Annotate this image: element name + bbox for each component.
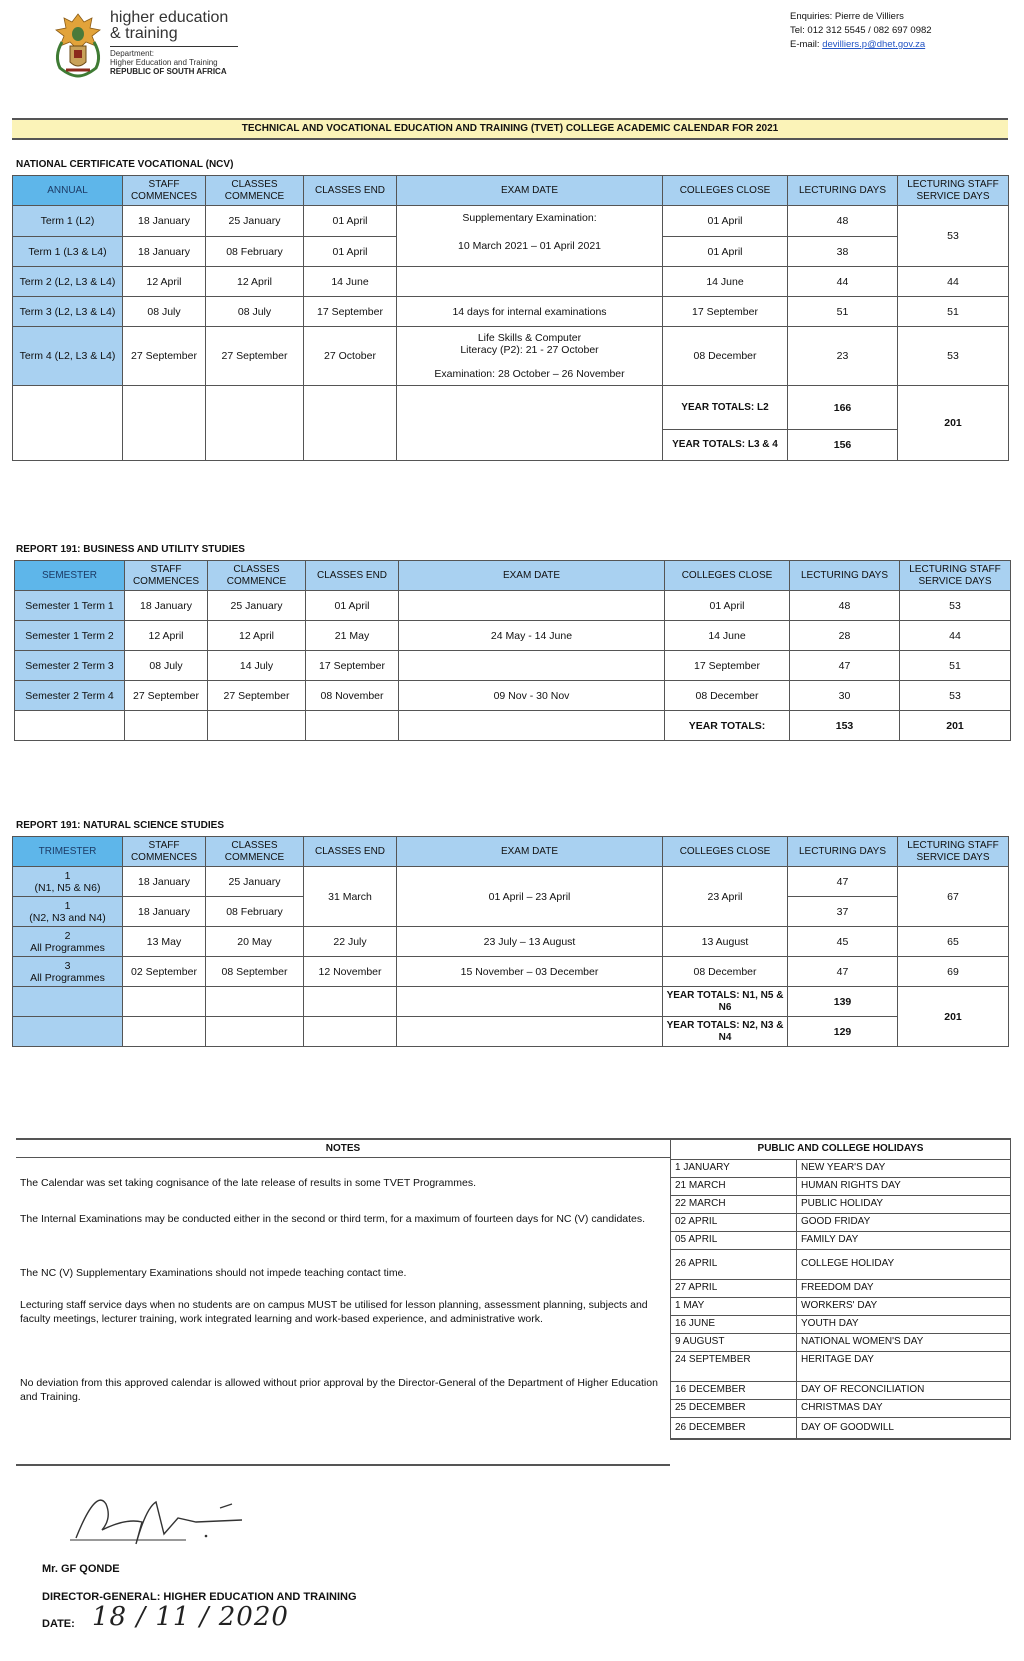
holidays-heading: PUBLIC AND COLLEGE HOLIDAYS: [671, 1139, 1011, 1159]
holiday-name: FAMILY DAY: [797, 1231, 1011, 1249]
ncv-header-lecturing-days: LECTURING DAYS: [788, 176, 898, 206]
trimester-programmes: All Programmes: [30, 941, 105, 954]
ncv-header-colleges-close: COLLEGES CLOSE: [663, 176, 788, 206]
classes-end-cell: 12 November: [304, 957, 397, 987]
classes-end-cell: 01 April: [304, 237, 397, 267]
staff-commences-cell: 18 January: [123, 237, 206, 267]
holiday-date: 22 MARCH: [671, 1195, 797, 1213]
empty-cell: [125, 711, 208, 741]
ncv-header-classes-end: CLASSES END: [304, 176, 397, 206]
business-header-semester: SEMESTER: [15, 561, 125, 591]
empty-cell: [208, 711, 306, 741]
natural-header-staff: STAFF COMMENCES: [123, 837, 206, 867]
year-totals-value: 156: [788, 430, 898, 461]
ncv-table: [12, 175, 1009, 461]
department-branding: [110, 10, 238, 76]
classes-commence-cell: 08 September: [206, 957, 304, 987]
colleges-close-cell: 17 September: [665, 651, 790, 681]
classes-commence-cell: 25 January: [206, 867, 304, 897]
service-days-cell: 67: [898, 867, 1009, 927]
table-row: [13, 386, 1009, 430]
table-row: [13, 327, 1009, 386]
classes-commence-cell: 27 September: [206, 327, 304, 386]
holiday-date: 26 DECEMBER: [671, 1417, 797, 1439]
empty-cell: [304, 987, 397, 1017]
note-item: No deviation from this approved calendar is allowed without prior approval by the Director-General of the Department of Higher Education and Training.: [20, 1377, 658, 1403]
holiday-row: [671, 1177, 1011, 1195]
exam-date-cell: 23 July – 13 August: [397, 927, 663, 957]
holiday-name: HERITAGE DAY: [797, 1351, 1011, 1381]
classes-commence-cell: 08 February: [206, 237, 304, 267]
holiday-date: 16 JUNE: [671, 1315, 797, 1333]
colleges-close-cell: 01 April: [663, 206, 788, 237]
row-label: [13, 897, 123, 927]
business-header-lecturing-days: LECTURING DAYS: [790, 561, 900, 591]
signatory-name: Mr. GF QONDE: [42, 1563, 120, 1575]
row-label: Term 4 (L2, L3 & L4): [13, 327, 123, 386]
holiday-name: DAY OF GOODWILL: [797, 1417, 1011, 1439]
year-totals-label: YEAR TOTALS: N2, N3 & N4: [663, 1017, 788, 1047]
exam-date-cell: [397, 206, 663, 267]
holiday-row: [671, 1315, 1011, 1333]
year-totals-label: YEAR TOTALS: N1, N5 & N6: [663, 987, 788, 1017]
holiday-date: 1 JANUARY: [671, 1159, 797, 1177]
natural-header-trimester: TRIMESTER: [13, 837, 123, 867]
classes-commence-cell: 25 January: [208, 591, 306, 621]
staff-commences-cell: 18 January: [123, 206, 206, 237]
empty-cell: [123, 386, 206, 461]
note-item: The Internal Examinations may be conducted either in the second or third term, for a maximum of fourteen days for NC (V) candidates.: [20, 1213, 646, 1225]
ncv-section-title: NATIONAL CERTIFICATE VOCATIONAL (NCV): [16, 159, 234, 170]
service-days-cell: 65: [898, 927, 1009, 957]
holiday-row: [671, 1417, 1011, 1439]
ncv-header-exam-date: EXAM DATE: [397, 176, 663, 206]
holiday-name: HUMAN RIGHTS DAY: [797, 1177, 1011, 1195]
ncv-header-staff: STAFF COMMENCES: [123, 176, 206, 206]
enquiries-block: [790, 10, 932, 52]
exam-line: Supplementary Examination:: [462, 212, 597, 224]
natural-header-colleges-close: COLLEGES CLOSE: [663, 837, 788, 867]
year-totals-value: 153: [790, 711, 900, 741]
classes-commence-cell: 14 July: [208, 651, 306, 681]
empty-cell: [304, 1017, 397, 1047]
staff-commences-cell: 13 May: [123, 927, 206, 957]
business-header-colleges-close: COLLEGES CLOSE: [665, 561, 790, 591]
colleges-close-cell: 13 August: [663, 927, 788, 957]
empty-cell: [15, 711, 125, 741]
empty-cell: [397, 386, 663, 461]
lecturing-days-cell: 30: [790, 681, 900, 711]
exam-line: Life Skills & Computer Literacy (P2): 21 - 27 October: [460, 332, 599, 356]
trimester-number: 1: [64, 869, 71, 882]
natural-header-service-days: LECTURING STAFF SERVICE DAYS: [898, 837, 1009, 867]
holidays-table: [670, 1138, 1011, 1440]
email-label: E-mail:: [790, 39, 823, 50]
notes-panel: [16, 1138, 670, 1466]
classes-end-cell: 01 April: [304, 206, 397, 237]
lecturing-days-cell: 47: [790, 651, 900, 681]
holiday-row: [671, 1213, 1011, 1231]
dept-name: Higher Education and Training: [110, 58, 218, 67]
empty-cell: [399, 711, 665, 741]
colleges-close-cell: 23 April: [663, 867, 788, 927]
classes-end-cell: 14 June: [304, 267, 397, 297]
service-days-cell: 53: [900, 591, 1011, 621]
staff-commences-cell: 08 July: [123, 297, 206, 327]
classes-end-cell: 27 October: [304, 327, 397, 386]
classes-commence-cell: 25 January: [206, 206, 304, 237]
holiday-name: GOOD FRIDAY: [797, 1213, 1011, 1231]
holiday-date: 9 AUGUST: [671, 1333, 797, 1351]
business-header-staff: STAFF COMMENCES: [125, 561, 208, 591]
email-link[interactable]: devilliers.p@dhet.gov.za: [822, 39, 926, 50]
holiday-name: WORKERS' DAY: [797, 1297, 1011, 1315]
empty-cell: [397, 1017, 663, 1047]
empty-cell: [304, 386, 397, 461]
brand-divider: [110, 46, 238, 47]
table-row: [13, 987, 1009, 1017]
table-row: [15, 621, 1011, 651]
exam-line: 10 March 2021 – 01 April 2021: [457, 240, 602, 252]
year-totals-value: 166: [788, 386, 898, 430]
natural-header-exam-date: EXAM DATE: [397, 837, 663, 867]
service-days-cell: 51: [898, 297, 1009, 327]
staff-commences-cell: 27 September: [123, 327, 206, 386]
handwritten-date: 18 / 11 / 2020: [92, 1602, 289, 1632]
holiday-row: [671, 1159, 1011, 1177]
year-totals-label: YEAR TOTALS: L3 & 4: [663, 430, 788, 461]
classes-commence-cell: 12 April: [208, 621, 306, 651]
exam-date-cell: [399, 591, 665, 621]
business-table: [14, 560, 1011, 741]
empty-cell: [13, 386, 123, 461]
empty-cell: [206, 1017, 304, 1047]
classes-commence-cell: 12 April: [206, 267, 304, 297]
exam-date-cell: 24 May - 14 June: [399, 621, 665, 651]
holiday-date: 05 APRIL: [671, 1231, 797, 1249]
holiday-name: FREEDOM DAY: [797, 1279, 1011, 1297]
trimester-programmes: (N2, N3 and N4): [29, 911, 106, 924]
lecturing-days-cell: 47: [788, 867, 898, 897]
classes-commence-cell: 08 February: [206, 897, 304, 927]
row-label: Term 2 (L2, L3 & L4): [13, 267, 123, 297]
natural-header-lecturing-days: LECTURING DAYS: [788, 837, 898, 867]
colleges-close-cell: 08 December: [663, 957, 788, 987]
exam-date-cell: 14 days for internal examinations: [397, 297, 663, 327]
service-days-cell: 44: [898, 267, 1009, 297]
lecturing-days-cell: 47: [788, 957, 898, 987]
staff-commences-cell: 18 January: [125, 591, 208, 621]
enquiries-contact: Enquiries: Pierre de Villiers: [790, 11, 904, 22]
natural-header-classes-end: CLASSES END: [304, 837, 397, 867]
enquiries-email-line: [790, 38, 932, 52]
brand-line-2: & training: [110, 25, 178, 42]
row-label: Semester 1 Term 1: [15, 591, 125, 621]
lecturing-days-cell: 37: [788, 897, 898, 927]
ncv-header-classes-commence: CLASSES COMMENCE: [206, 176, 304, 206]
empty-cell: [123, 1017, 206, 1047]
staff-commences-cell: 18 January: [123, 867, 206, 897]
row-label: Term 3 (L2, L3 & L4): [13, 297, 123, 327]
ncv-header-service-days: LECTURING STAFF SERVICE DAYS: [898, 176, 1009, 206]
year-totals-service: 201: [898, 386, 1009, 461]
natural-table: [12, 836, 1009, 1047]
row-label: [13, 927, 123, 957]
lecturing-days-cell: 51: [788, 297, 898, 327]
service-days-cell: 44: [900, 621, 1011, 651]
classes-end-cell: 17 September: [304, 297, 397, 327]
table-row: [13, 1017, 1009, 1047]
empty-cell: [206, 386, 304, 461]
lecturing-days-cell: 23: [788, 327, 898, 386]
business-header-service-days: LECTURING STAFF SERVICE DAYS: [900, 561, 1011, 591]
country-name: REPUBLIC OF SOUTH AFRICA: [110, 67, 227, 76]
business-header-classes-end: CLASSES END: [306, 561, 399, 591]
holiday-row: [671, 1231, 1011, 1249]
table-row: [15, 681, 1011, 711]
holiday-name: PUBLIC HOLIDAY: [797, 1195, 1011, 1213]
year-totals-label: YEAR TOTALS: L2: [663, 386, 788, 430]
classes-commence-cell: 27 September: [208, 681, 306, 711]
holiday-date: 21 MARCH: [671, 1177, 797, 1195]
classes-commence-cell: 20 May: [206, 927, 304, 957]
natural-header-classes-commence: CLASSES COMMENCE: [206, 837, 304, 867]
holiday-name: YOUTH DAY: [797, 1315, 1011, 1333]
year-totals-service: 201: [898, 987, 1009, 1047]
year-totals-value: 129: [788, 1017, 898, 1047]
holiday-row: [671, 1351, 1011, 1381]
lecturing-days-cell: 38: [788, 237, 898, 267]
ncv-header-annual: ANNUAL: [13, 176, 123, 206]
enquiries-tel: Tel: 012 312 5545 / 082 697 0982: [790, 25, 932, 36]
holiday-date: 02 APRIL: [671, 1213, 797, 1231]
row-label: [13, 957, 123, 987]
row-label: Semester 1 Term 2: [15, 621, 125, 651]
dept-label: Department:: [110, 49, 155, 58]
empty-cell: [123, 987, 206, 1017]
lecturing-days-cell: 48: [790, 591, 900, 621]
classes-end-cell: 17 September: [306, 651, 399, 681]
staff-commences-cell: 12 April: [123, 267, 206, 297]
trimester-programmes: All Programmes: [30, 971, 105, 984]
exam-date-cell: [399, 651, 665, 681]
date-label: DATE:: [42, 1618, 75, 1630]
holiday-row: [671, 1399, 1011, 1417]
holiday-row: [671, 1297, 1011, 1315]
service-days-cell: 53: [898, 327, 1009, 386]
holiday-name: NATIONAL WOMEN'S DAY: [797, 1333, 1011, 1351]
classes-end-cell: 31 March: [304, 867, 397, 927]
table-row: [15, 591, 1011, 621]
exam-date-cell: 09 Nov - 30 Nov: [399, 681, 665, 711]
trimester-number: 3: [64, 959, 71, 972]
natural-section-title: REPORT 191: NATURAL SCIENCE STUDIES: [16, 820, 224, 831]
trimester-programmes: (N1, N5 & N6): [34, 881, 101, 894]
row-label: Semester 2 Term 4: [15, 681, 125, 711]
colleges-close-cell: 14 June: [663, 267, 788, 297]
row-label: Semester 2 Term 3: [15, 651, 125, 681]
holiday-name: COLLEGE HOLIDAY: [797, 1249, 1011, 1279]
staff-commences-cell: 27 September: [125, 681, 208, 711]
table-row: [13, 927, 1009, 957]
holiday-row: [671, 1195, 1011, 1213]
classes-end-cell: 08 November: [306, 681, 399, 711]
year-totals-value: 139: [788, 987, 898, 1017]
holiday-row: [671, 1249, 1011, 1279]
table-row: [13, 267, 1009, 297]
business-header-classes-commence: CLASSES COMMENCE: [208, 561, 306, 591]
holiday-date: 26 APRIL: [671, 1249, 797, 1279]
notes-heading: NOTES: [16, 1140, 670, 1158]
table-row: [13, 867, 1009, 897]
note-item: The Calendar was set taking cognisance of the late release of results in some TVET Programmes.: [20, 1177, 477, 1189]
classes-end-cell: 22 July: [304, 927, 397, 957]
note-item: Lecturing staff service days when no students are on campus MUST be utilised for lesson planning, assessment planning, subjects and faculty meetings, lecturer training, work integrated learning and work-based experience, and administrative work.: [20, 1299, 648, 1325]
colleges-close-cell: 17 September: [663, 297, 788, 327]
holiday-date: 24 SEPTEMBER: [671, 1351, 797, 1381]
row-label: [13, 867, 123, 897]
trimester-number: 1: [64, 899, 71, 912]
holiday-name: DAY OF RECONCILIATION: [797, 1381, 1011, 1399]
staff-commences-cell: 02 September: [123, 957, 206, 987]
lecturing-days-cell: 44: [788, 267, 898, 297]
trimester-number: 2: [64, 929, 71, 942]
staff-commences-cell: 18 January: [123, 897, 206, 927]
staff-commences-cell: 08 July: [125, 651, 208, 681]
lecturing-days-cell: 45: [788, 927, 898, 957]
empty-cell: [13, 1017, 123, 1047]
lecturing-days-cell: 48: [788, 206, 898, 237]
year-totals-label: YEAR TOTALS:: [665, 711, 790, 741]
year-totals-service: 201: [900, 711, 1011, 741]
exam-date-cell: 01 April – 23 April: [397, 867, 663, 927]
signature-icon: [66, 1478, 246, 1550]
colleges-close-cell: 14 June: [665, 621, 790, 651]
table-row: [13, 206, 1009, 237]
holiday-name: NEW YEAR'S DAY: [797, 1159, 1011, 1177]
empty-cell: [206, 987, 304, 1017]
colleges-close-cell: 08 December: [663, 327, 788, 386]
table-row: [13, 957, 1009, 987]
empty-cell: [13, 987, 123, 1017]
business-section-title: REPORT 191: BUSINESS AND UTILITY STUDIES: [16, 544, 245, 555]
classes-end-cell: 21 May: [306, 621, 399, 651]
exam-line: Examination: 28 October – 26 November: [434, 368, 625, 380]
service-days-cell: 51: [900, 651, 1011, 681]
holiday-date: 25 DECEMBER: [671, 1399, 797, 1417]
exam-date-cell: 15 November – 03 December: [397, 957, 663, 987]
table-row: [13, 297, 1009, 327]
exam-date-cell: [397, 267, 663, 297]
classes-end-cell: 01 April: [306, 591, 399, 621]
exam-date-cell: [397, 327, 663, 386]
calendar-title: TECHNICAL AND VOCATIONAL EDUCATION AND TRAINING (TVET) COLLEGE ACADEMIC CALENDAR FOR 2021: [12, 118, 1008, 140]
table-row: [15, 711, 1011, 741]
row-label: Term 1 (L3 & L4): [13, 237, 123, 267]
table-row: [15, 651, 1011, 681]
holiday-row: [671, 1333, 1011, 1351]
coat-of-arms-logo: [48, 12, 108, 78]
empty-cell: [306, 711, 399, 741]
signatory-title: DIRECTOR-GENERAL: HIGHER EDUCATION AND TRAINING: [42, 1591, 357, 1603]
holiday-name: CHRISTMAS DAY: [797, 1399, 1011, 1417]
colleges-close-cell: 01 April: [663, 237, 788, 267]
holiday-date: 27 APRIL: [671, 1279, 797, 1297]
note-item: The NC (V) Supplementary Examinations should not impede teaching contact time.: [20, 1267, 407, 1279]
lecturing-days-cell: 28: [790, 621, 900, 651]
service-days-cell: 69: [898, 957, 1009, 987]
holiday-row: [671, 1279, 1011, 1297]
holiday-date: 16 DECEMBER: [671, 1381, 797, 1399]
colleges-close-cell: 08 December: [665, 681, 790, 711]
row-label: Term 1 (L2): [13, 206, 123, 237]
brand-line-1: higher education: [110, 9, 229, 26]
service-days-cell: 53: [900, 681, 1011, 711]
empty-cell: [397, 987, 663, 1017]
holiday-date: 1 MAY: [671, 1297, 797, 1315]
business-header-exam-date: EXAM DATE: [399, 561, 665, 591]
classes-commence-cell: 08 July: [206, 297, 304, 327]
holiday-row: [671, 1381, 1011, 1399]
service-days-cell: 53: [898, 206, 1009, 267]
staff-commences-cell: 12 April: [125, 621, 208, 651]
colleges-close-cell: 01 April: [665, 591, 790, 621]
